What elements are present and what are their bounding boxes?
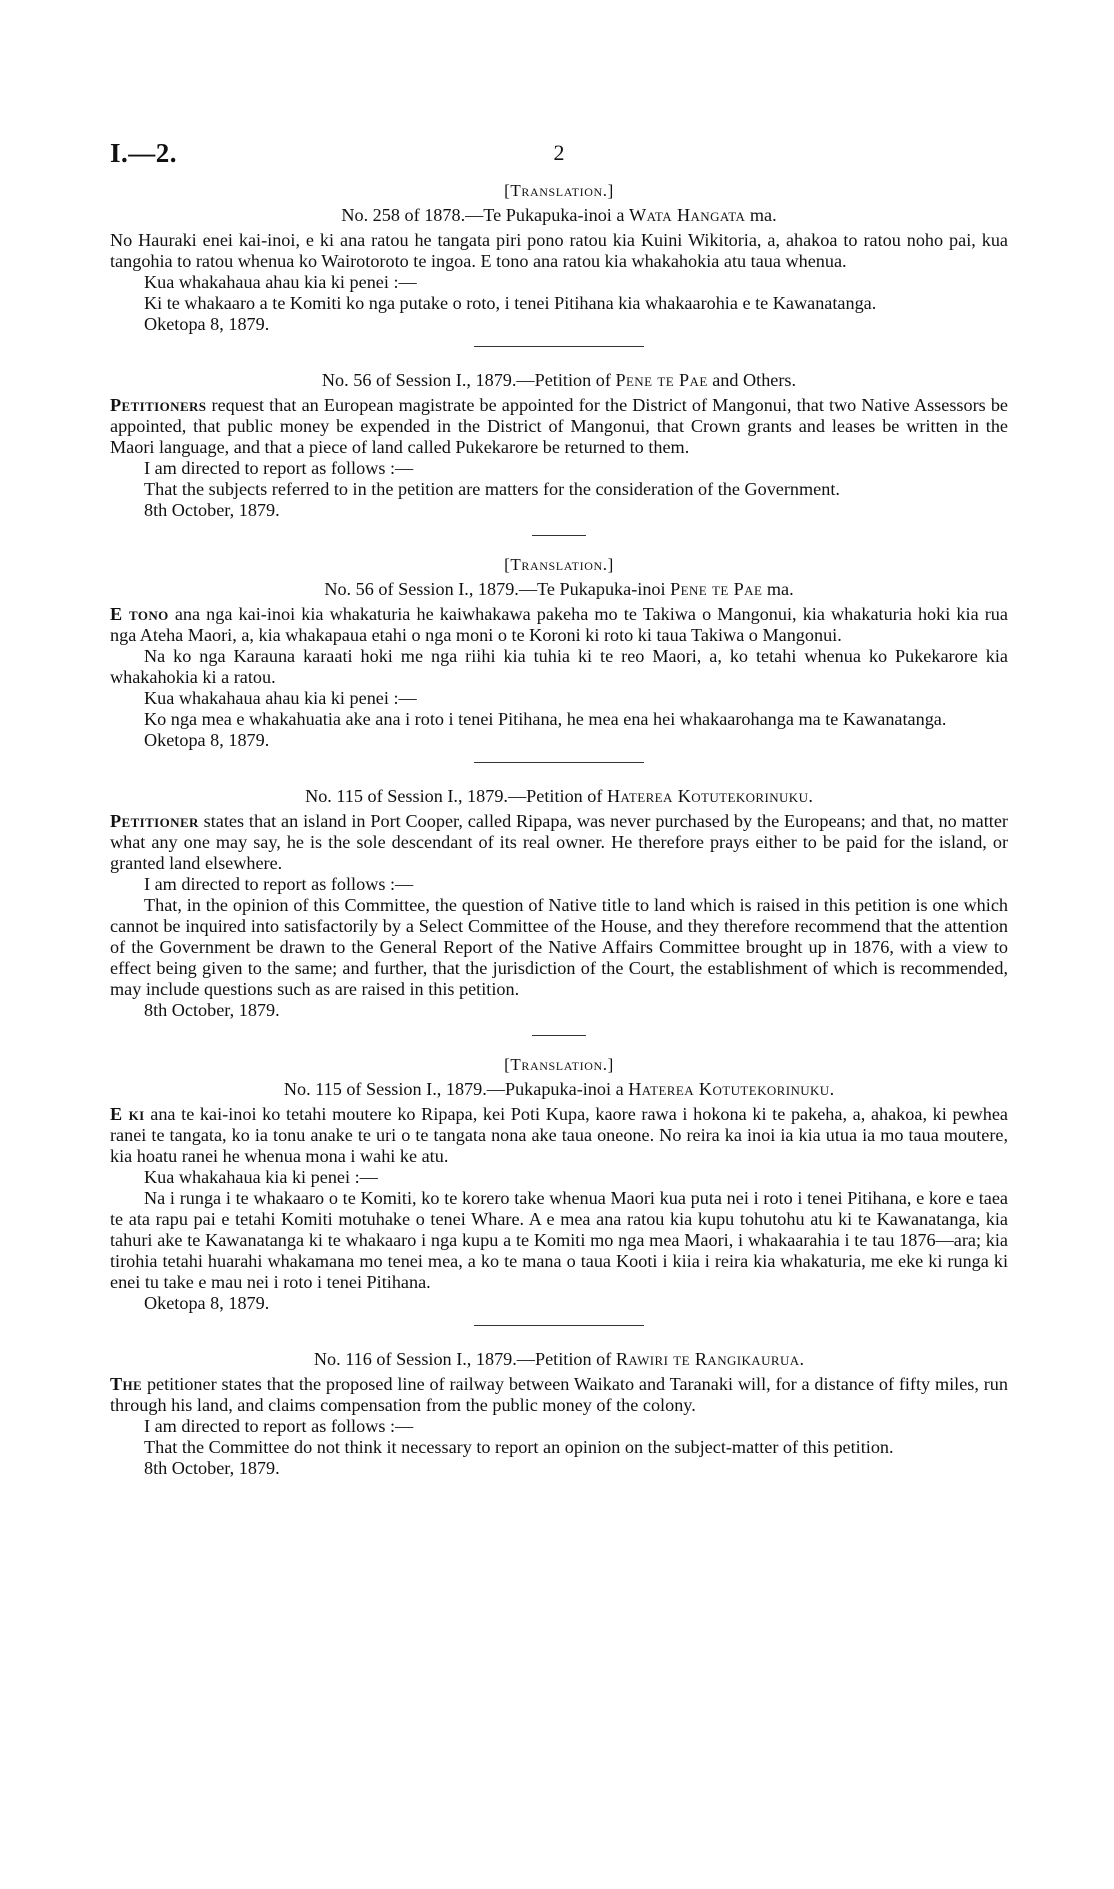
translation-label: [Translation.] <box>504 555 614 574</box>
summary-paragraph: Petitioners request that an European magistrate be appointed for the District of Mangonui, that two Native Assessors be appointed, that public money be expended in the District of Mangonui, that Crown grants and leases be written in the Maori language, and that a piece of land called Pukekarore be returned to them. <box>110 395 1008 457</box>
petition-heading: No. 258 of 1878.—Te Pukapuka-inoi a Wata Hangata ma. <box>341 205 777 225</box>
report-intro: Kua whakahaua kia ki penei :— <box>144 1167 378 1187</box>
report-date: Oketopa 8, 1879. <box>144 314 270 334</box>
report-intro: I am directed to report as follows :— <box>144 1416 414 1436</box>
section-divider <box>532 1035 586 1036</box>
summary-paragraph: Petitioner states that an island in Port Cooper, called Ripapa, was never purchased by the Europeans; and that, no matter what any one may say, he is the sole descendant of its real owner. He therefore prays either to be paid for the island, or granted land elsewhere. <box>110 811 1008 873</box>
translation-label: [Translation.] <box>504 1055 614 1074</box>
petition-section <box>110 180 1008 335</box>
report-intro: I am directed to report as follows :— <box>144 874 414 894</box>
petitioner-name: Pene te Pae <box>615 370 708 390</box>
report-date: 8th October, 1879. <box>144 1458 280 1478</box>
report-date: Oketopa 8, 1879. <box>144 730 270 750</box>
report-paragraph: That the subjects referred to in the petition are matters for the consideration of the Government. <box>144 479 840 499</box>
petitioner-name: Wata Hangata <box>629 205 746 225</box>
document-reference: I.—2. <box>110 138 178 168</box>
petition-heading: No. 56 of Session I., 1879.—Petition of Pene te Pae and Others. <box>321 370 797 390</box>
petition-section <box>110 1349 1008 1479</box>
summary-paragraph: The petitioner states that the proposed line of railway between Waikato and Taranaki will, for a distance of fifty miles, run through his land, and claims compensation from the public money of the colony. <box>110 1374 1008 1415</box>
petitioner-name: Rawiri te Rangikaurua <box>615 1349 800 1369</box>
petitioner-name: Haterea Kotutekorinuku <box>607 786 809 806</box>
report-paragraph: Ki te whakaaro a te Komiti ko nga putake o roto, i tenei Pitihana kia whakaarohia e te Kawanatanga. <box>144 293 877 313</box>
report-paragraph: Ko nga mea e whakahuatia ake ana i roto i tenei Pitihana, he mea ena hei whakaarohanga ma te Kawanatanga. <box>144 709 947 729</box>
petition-section <box>110 554 1008 751</box>
report-intro: Kua whakahaua ahau kia ki penei :— <box>144 272 417 292</box>
summary-paragraph: Na ko nga Karauna karaati hoki me nga riihi kia tuhia ki te reo Maori, a, ko tetahi whenua ko Pukekarore kia whakahokia ki a ratou. <box>110 646 1008 687</box>
running-head <box>110 138 1008 168</box>
petition-section <box>110 370 1008 521</box>
summary-paragraph: E ki ana te kai-inoi ko tetahi moutere ko Ripapa, kei Poti Kupa, kaore rawa i hokona ki te pakeha, a, ahakoa, ki pewhea ranei te tangata, ko ia tonu anake te uri o te tangata nona ake taua oneone. No reira ka inoi ia kia utua ia mo taua moutere, kia hoatu ranei he whenua mona i wahi ke atu. <box>110 1104 1009 1166</box>
page-number: 2 <box>553 140 565 165</box>
translation-label: [Translation.] <box>504 181 614 200</box>
petition-heading: No. 56 of Session I., 1879.—Te Pukapuka-inoi Pene te Pae ma. <box>324 579 794 599</box>
report-date: Oketopa 8, 1879. <box>144 1293 270 1313</box>
document-body <box>110 180 1008 1479</box>
report-intro: Kua whakahaua ahau kia ki penei :— <box>144 688 417 708</box>
petition-section <box>110 1054 1008 1314</box>
report-date: 8th October, 1879. <box>144 500 280 520</box>
petitioner-name: Haterea Kotutekorinuku <box>628 1079 830 1099</box>
report-paragraph: That the Committee do not think it necessary to report an opinion on the subject-matter of this petition. <box>144 1437 894 1457</box>
section-divider <box>532 535 586 536</box>
summary-paragraph: No Hauraki enei kai-inoi, e ki ana ratou he tangata piri pono ratou kia Kuini Wikitoria, a, ahakoa to ratou noho pai, kua tangohia to ratou whenua ko Wairotoroto te ingoa. E tono ana ratou kia whakahokia atu taua whenua. <box>110 230 1008 271</box>
report-paragraph: Na i runga i te whakaaro o te Komiti, ko te korero take whenua Maori kua puta nei i roto i tenei Pitihana, e kore e taea te ata rapu pai e tetahi Komiti motuhake o tenei Whare. A e mea ana ratou kia kupu tohutohu atu ki te Kawanatanga, kia tahuri ake te Kawanatanga ki te whakaaro i nga kupu a te Komiti mo nga mea Maori, i whakaarahia i te tau 1876—ara; kia tirohia tetahi huarahi whakamana mo tenei mea, a ko te mana o taua Kooti i kiia i reira kia whakaturia, me eke ki runga ki enei tu take e mau nei i roto i tenei Pitihana. <box>110 1188 1008 1292</box>
petition-heading: No. 116 of Session I., 1879.—Petition of Rawiri te Rangikaurua. <box>313 1349 805 1369</box>
section-divider <box>474 1325 644 1326</box>
report-intro: I am directed to report as follows :— <box>144 458 414 478</box>
petition-heading: No. 115 of Session I., 1879.—Pukapuka-inoi a Haterea Kotutekorinuku. <box>283 1079 835 1099</box>
summary-paragraph: E tono ana nga kai-inoi kia whakaturia he kaiwhakawa pakeha mo te Takiwa o Mangonui, kia whakaturia hoki kia rua nga Ateha Maori, a, kia whakapaua etahi o nga moni o te Koroni ki roto ki taua Takiwa o Mangonui. <box>110 604 1008 645</box>
section-divider <box>474 346 644 347</box>
section-divider <box>474 762 644 763</box>
petition-section <box>110 786 1008 1021</box>
petitioner-name: Pene te Pae <box>670 579 763 599</box>
petition-heading: No. 115 of Session I., 1879.—Petition of Haterea Kotutekorinuku. <box>305 786 813 806</box>
report-paragraph: That, in the opinion of this Committee, the question of Native title to land which is raised in this petition is one which cannot be inquired into satisfactorily by a Select Committee of the House, and they therefore recommend that the attention of the Government be drawn to the General Report of the Native Affairs Committee brought up in 1876, with a view to effect being given to the same; and further, that the jurisdiction of the Court, the establishment of which is recommended, may include questions such as are raised in this petition. <box>110 895 1008 999</box>
report-date: 8th October, 1879. <box>144 1000 280 1020</box>
